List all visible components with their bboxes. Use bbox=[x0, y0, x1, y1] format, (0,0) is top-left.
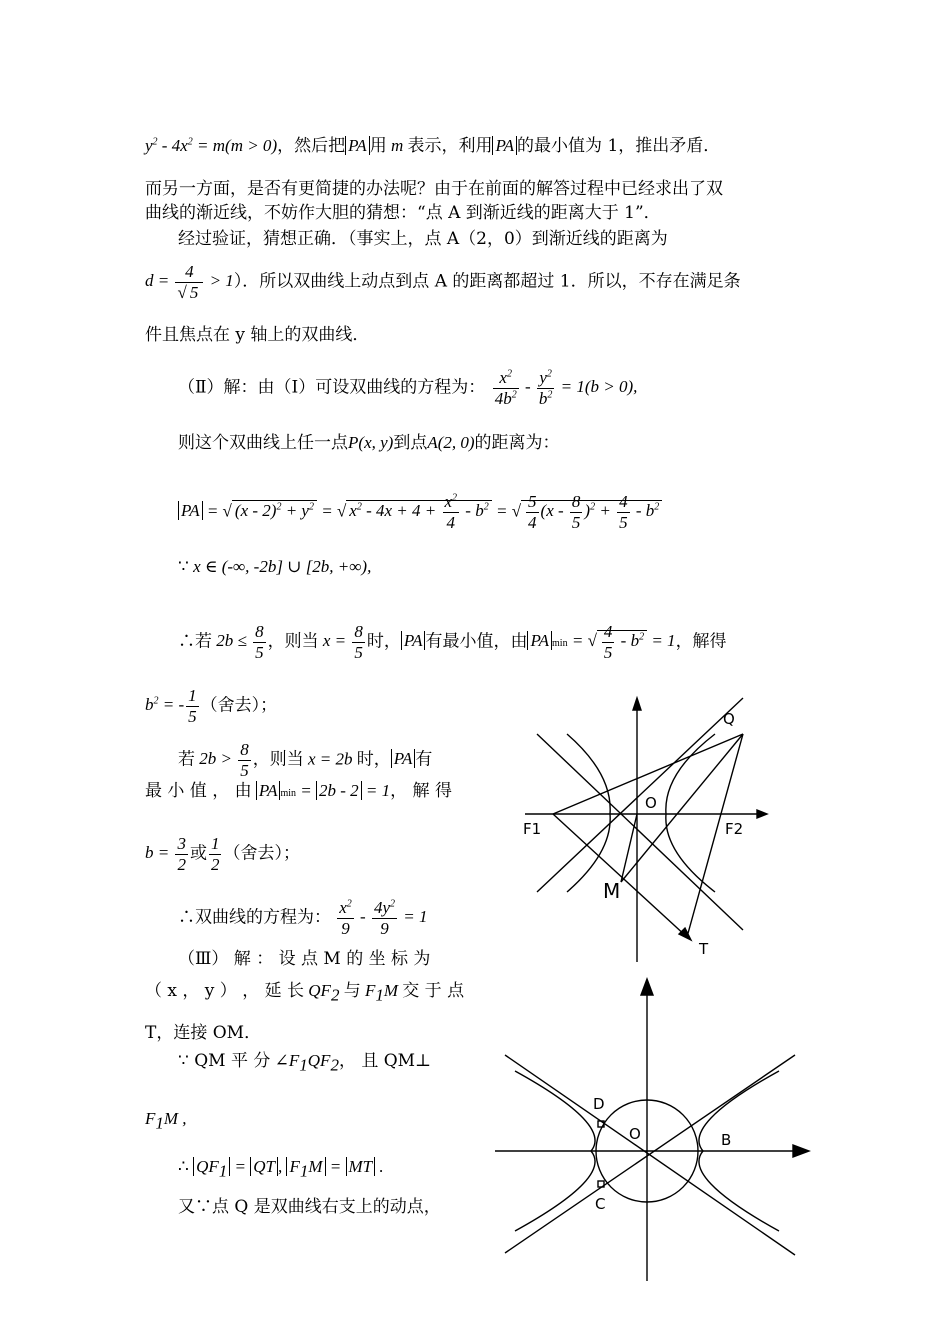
part2-distance-formula: PA = √ $(x - 2)^2 + y^2$ = √ $x^2 - 4x + 4$ + $\frac{x^2}{4}$ - $b^2$ = √ $\frac{5}{4}$ (x - $\frac{8}{5}$ )$^2$ + $\frac{4}{5}$ - $b^2$ bbox=[178, 492, 662, 533]
text: 交 于 点 bbox=[402, 981, 465, 1001]
text: ，然后把 bbox=[277, 136, 346, 156]
part2-case2-min: 最 小 值 ， 由 PA min = 2b - 2 = 1， 解 得 bbox=[145, 781, 452, 801]
text: 则这个双曲线上任一点 bbox=[178, 433, 348, 453]
part2-case1-result: $b^2$ = - $\frac{1}{5}$ （舍去）； bbox=[145, 686, 278, 726]
label-c: C bbox=[595, 1195, 606, 1213]
part3-line4: ∵ QM 平 分 $\angle F_1QF_2$， 且 QM⊥ bbox=[178, 1051, 432, 1075]
text: 时， bbox=[356, 749, 391, 770]
paragraph1-line bbox=[145, 135, 720, 157]
y-axis-arrow bbox=[641, 979, 653, 995]
part2-case2: 若 2b > $\frac{8}{5}$ ，则当 x = 2b 时， PA 有 bbox=[178, 740, 433, 780]
math-hyperbola-eq: $\frac{x^2}{4b^2}$ - $\frac{y^2}{b^2}$ = 1(b > 0), bbox=[494, 368, 638, 408]
part3-line3: T，连接 OM． bbox=[145, 1023, 262, 1043]
math-point-a: A(2, 0) bbox=[427, 433, 475, 452]
text: 用 bbox=[369, 136, 387, 156]
paragraph2-line4 bbox=[145, 262, 741, 303]
figure-hyperbola-circle bbox=[495, 975, 815, 1285]
label-o: O bbox=[629, 1125, 641, 1143]
label-d: D bbox=[593, 1095, 605, 1113]
part3-line1: （Ⅲ） 解 ： 设 点 M 的 坐 标 为 bbox=[178, 949, 431, 969]
label-o: O bbox=[645, 794, 657, 812]
hyperbola-left-branch bbox=[567, 734, 610, 892]
figure-hyperbola-triangle bbox=[515, 692, 775, 967]
segment-f1-t bbox=[553, 814, 687, 937]
label-m: M bbox=[603, 879, 621, 903]
text: ， 且 QM⊥ bbox=[338, 1051, 432, 1071]
paragraph2-line2: 曲线的渐近线，不妨作大胆的猜想：“点 A 到渐近线的距离大于 1”． bbox=[145, 203, 661, 223]
part3-line2: （ x ， y ） ， 延 长 $QF_2$ 与 $F_1M$ 交 于 点 bbox=[145, 981, 465, 1005]
paragraph2-line5: 件且焦点在 y 轴上的双曲线． bbox=[145, 325, 370, 345]
text: ∴双曲线的方程为： bbox=[178, 907, 331, 928]
text: 的最小值为 1，推出矛盾． bbox=[517, 136, 721, 156]
text: 有 bbox=[415, 749, 433, 770]
label-f2: F2 bbox=[725, 820, 744, 838]
text: 或 bbox=[189, 843, 207, 864]
part2-case1: ∴若 2b ≤ $\frac{8}{5}$ ，则当 x = $\frac{8}{5}$ 时， PA 有最小值，由 PA min = √ $\frac{4}{5}$ - $b^2 = 1$，解得 bbox=[178, 622, 727, 662]
x-axis-arrow bbox=[793, 1145, 809, 1157]
text: （Ⅱ）解：由（Ⅰ）可设双曲线的方程为： bbox=[178, 377, 486, 398]
paragraph2-line1: 而另一方面，是否有更简捷的办法呢？由于在前面的解答过程中已经求出了双 bbox=[145, 179, 723, 199]
math-m: m bbox=[386, 136, 408, 155]
text: （舍去）； bbox=[223, 843, 300, 864]
part3-line5: $F_1M$ , bbox=[145, 1109, 187, 1133]
y-axis-arrow bbox=[633, 698, 641, 710]
math-pa: PA bbox=[492, 136, 517, 155]
part3-line7: 又∵点 Q 是双曲线右支上的动点， bbox=[178, 1197, 441, 1217]
part2-case2-result: b = $\frac{3}{2}$ 或 $\frac{1}{2}$ （舍去）； bbox=[145, 834, 300, 874]
text: ，则当 bbox=[252, 749, 304, 770]
text: 若 bbox=[178, 749, 195, 770]
text: ∵ bbox=[178, 557, 189, 577]
part2-final-equation: ∴双曲线的方程为： $\frac{x^2}{9}$ - $\frac{4y^2}{9}$ = 1 bbox=[178, 898, 428, 938]
text: 到点 bbox=[393, 433, 428, 453]
math-hyperbola-eq: $y^2 - 4x^2 = m(m > 0)$ bbox=[145, 136, 278, 155]
x-axis-arrow bbox=[757, 810, 767, 818]
text: ∵ QM 平 分 bbox=[178, 1051, 271, 1071]
part2-domain: ∵ x ∈ (-∞, -2b] ∪ [2b, +∞), bbox=[178, 557, 372, 577]
text: ，解得 bbox=[675, 631, 727, 652]
part3-line6: ∴ $QF_1$ = QT , $F_1M$ = MT . bbox=[178, 1157, 384, 1181]
part2-line2 bbox=[178, 432, 560, 454]
text: 表示，利用 bbox=[407, 136, 493, 156]
text: ， 解 得 bbox=[390, 781, 452, 801]
text: （舍去）； bbox=[200, 695, 278, 716]
text: ）．所以双曲线上动点到点 A 的距离都超过 1．所以，不存在满足条 bbox=[233, 271, 741, 292]
hyperbola-right-branch bbox=[666, 734, 715, 892]
text: 最 小 值 ， 由 bbox=[145, 781, 252, 801]
text: （ x ， y ） ， 延 长 bbox=[145, 981, 305, 1001]
text: 时， bbox=[366, 631, 401, 652]
text: 有最小值，由 bbox=[425, 631, 528, 652]
math-pa: PA bbox=[345, 136, 370, 155]
math-point-p: P(x, y) bbox=[348, 433, 394, 452]
text: ∴若 bbox=[178, 631, 212, 652]
text: ∴ bbox=[178, 1157, 189, 1177]
part2-intro bbox=[178, 368, 637, 409]
label-t: T bbox=[699, 940, 709, 958]
label-f1: F1 bbox=[523, 820, 542, 838]
math-distance: d = $\frac{4}{√ 5}$ > 1 bbox=[145, 262, 234, 302]
text: 与 bbox=[343, 981, 361, 1001]
asymptote-1 bbox=[537, 734, 743, 930]
label-q: Q bbox=[723, 710, 735, 728]
asymptote-2 bbox=[537, 698, 743, 892]
paragraph2-line3: 经过验证，猜想正确．（事实上，点 A（2，0）到渐近线的距离为 bbox=[178, 229, 668, 249]
text: ，则当 bbox=[267, 631, 319, 652]
text: 的距离为： bbox=[474, 433, 560, 453]
label-b: B bbox=[721, 1131, 732, 1149]
